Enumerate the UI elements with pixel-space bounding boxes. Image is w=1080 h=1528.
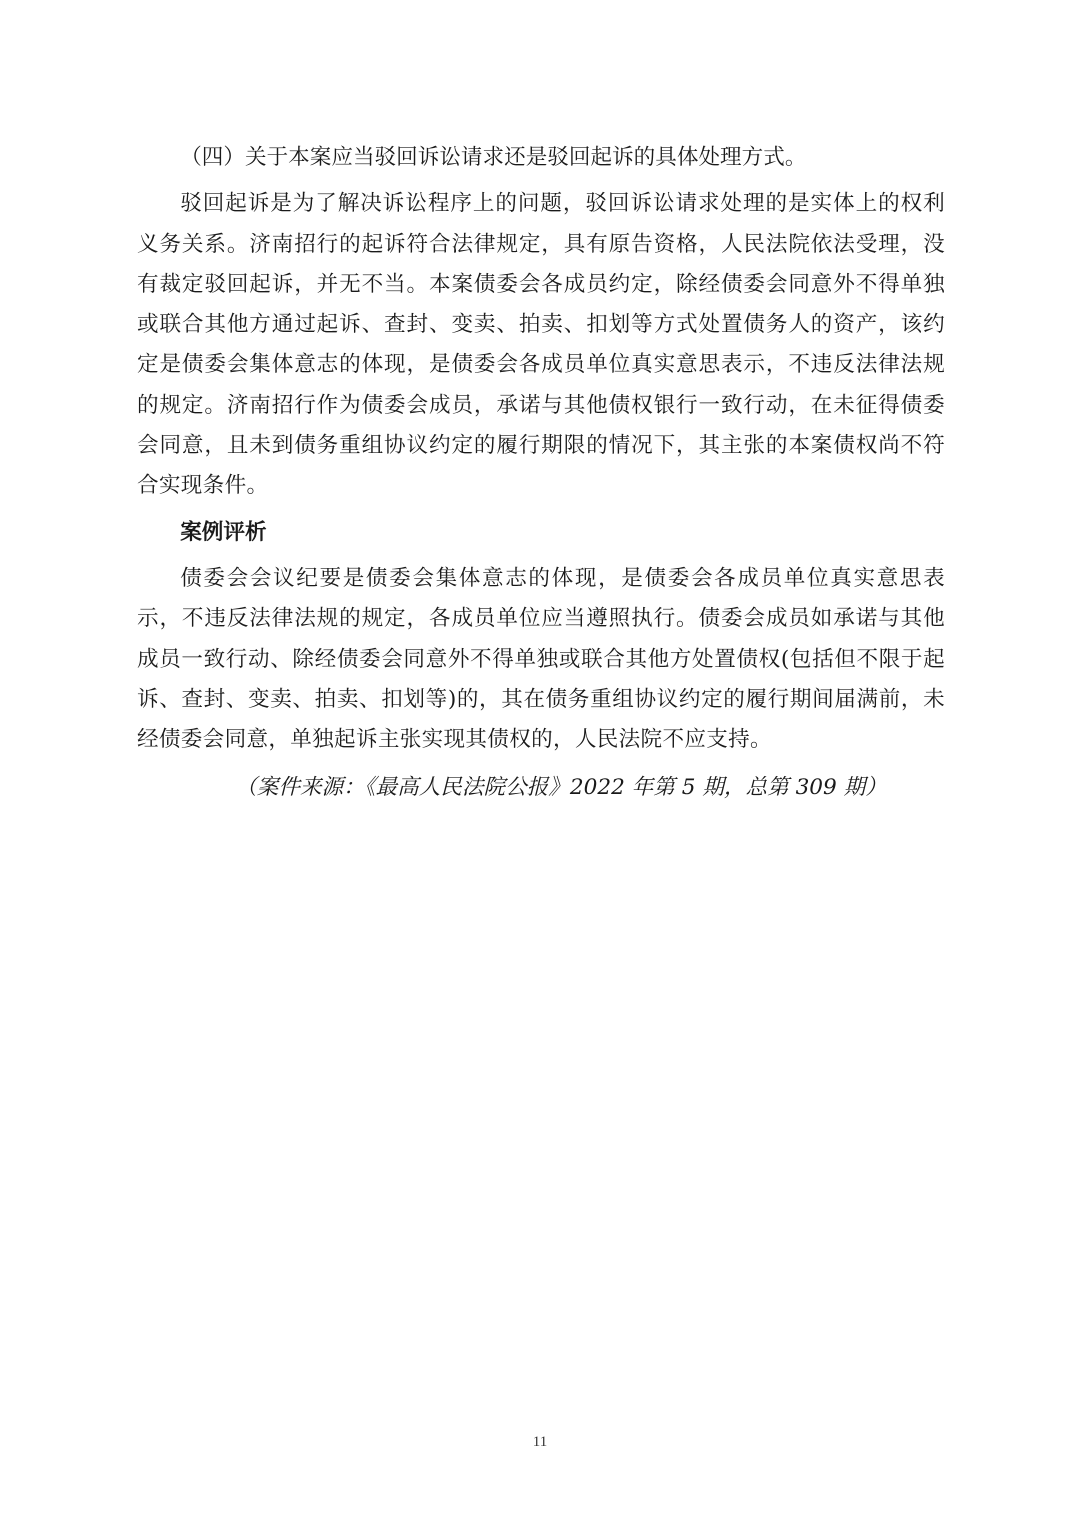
spacer: [137, 760, 945, 768]
body-paragraph-2: 债委会会议纪要是债委会集体意志的体现，是债委会各成员单位真实意思表示，不违反法律法规的规定，各成员单位应当遵照执行。债委会成员如承诺与其他成员一致行动、除经债委会同意外不得单独或联合其他方处置债权(包括但不限于起诉、查封、变卖、拍卖、扣划等)的，其在债务重组协议约定的履行期间届满前，未经债委会同意，单独起诉主张实现其债权的，人民法院不应支持。: [137, 565, 945, 753]
body-paragraph-1: 驳回起诉是为了解决诉讼程序上的问题，驳回诉讼请求处理的是实体上的权利义务关系。济南招行的起诉符合法律规定，具有原告资格，人民法院依法受理，没有裁定驳回起诉，并无不当。本案债委会各成员约定，除经债委会同意外不得单独或联合其他方通过起诉、查封、变卖、拍卖、扣划等方式处置债务人的资产，该约定是债委会集体意志的体现，是债委会各成员单位真实意思表示，不违反法律法规的规定。济南招行作为债委会成员，承诺与其他债权银行一致行动，在未征得债委会同意，且未到债务重组协议约定的履行期限的情况下，其主张的本案债权尚不符合实现条件。: [137, 191, 945, 499]
subsection-heading: （四）关于本案应当驳回诉讼请求还是驳回起诉的具体处理方式。: [180, 145, 807, 170]
page-number: 11: [532, 1434, 548, 1450]
document-body: [137, 138, 945, 809]
section-title: 案例评析: [180, 519, 267, 545]
case-source-note: （案件来源：《最高人民法院公报》2022 年第 5 期，总第 309 期）: [235, 775, 887, 801]
